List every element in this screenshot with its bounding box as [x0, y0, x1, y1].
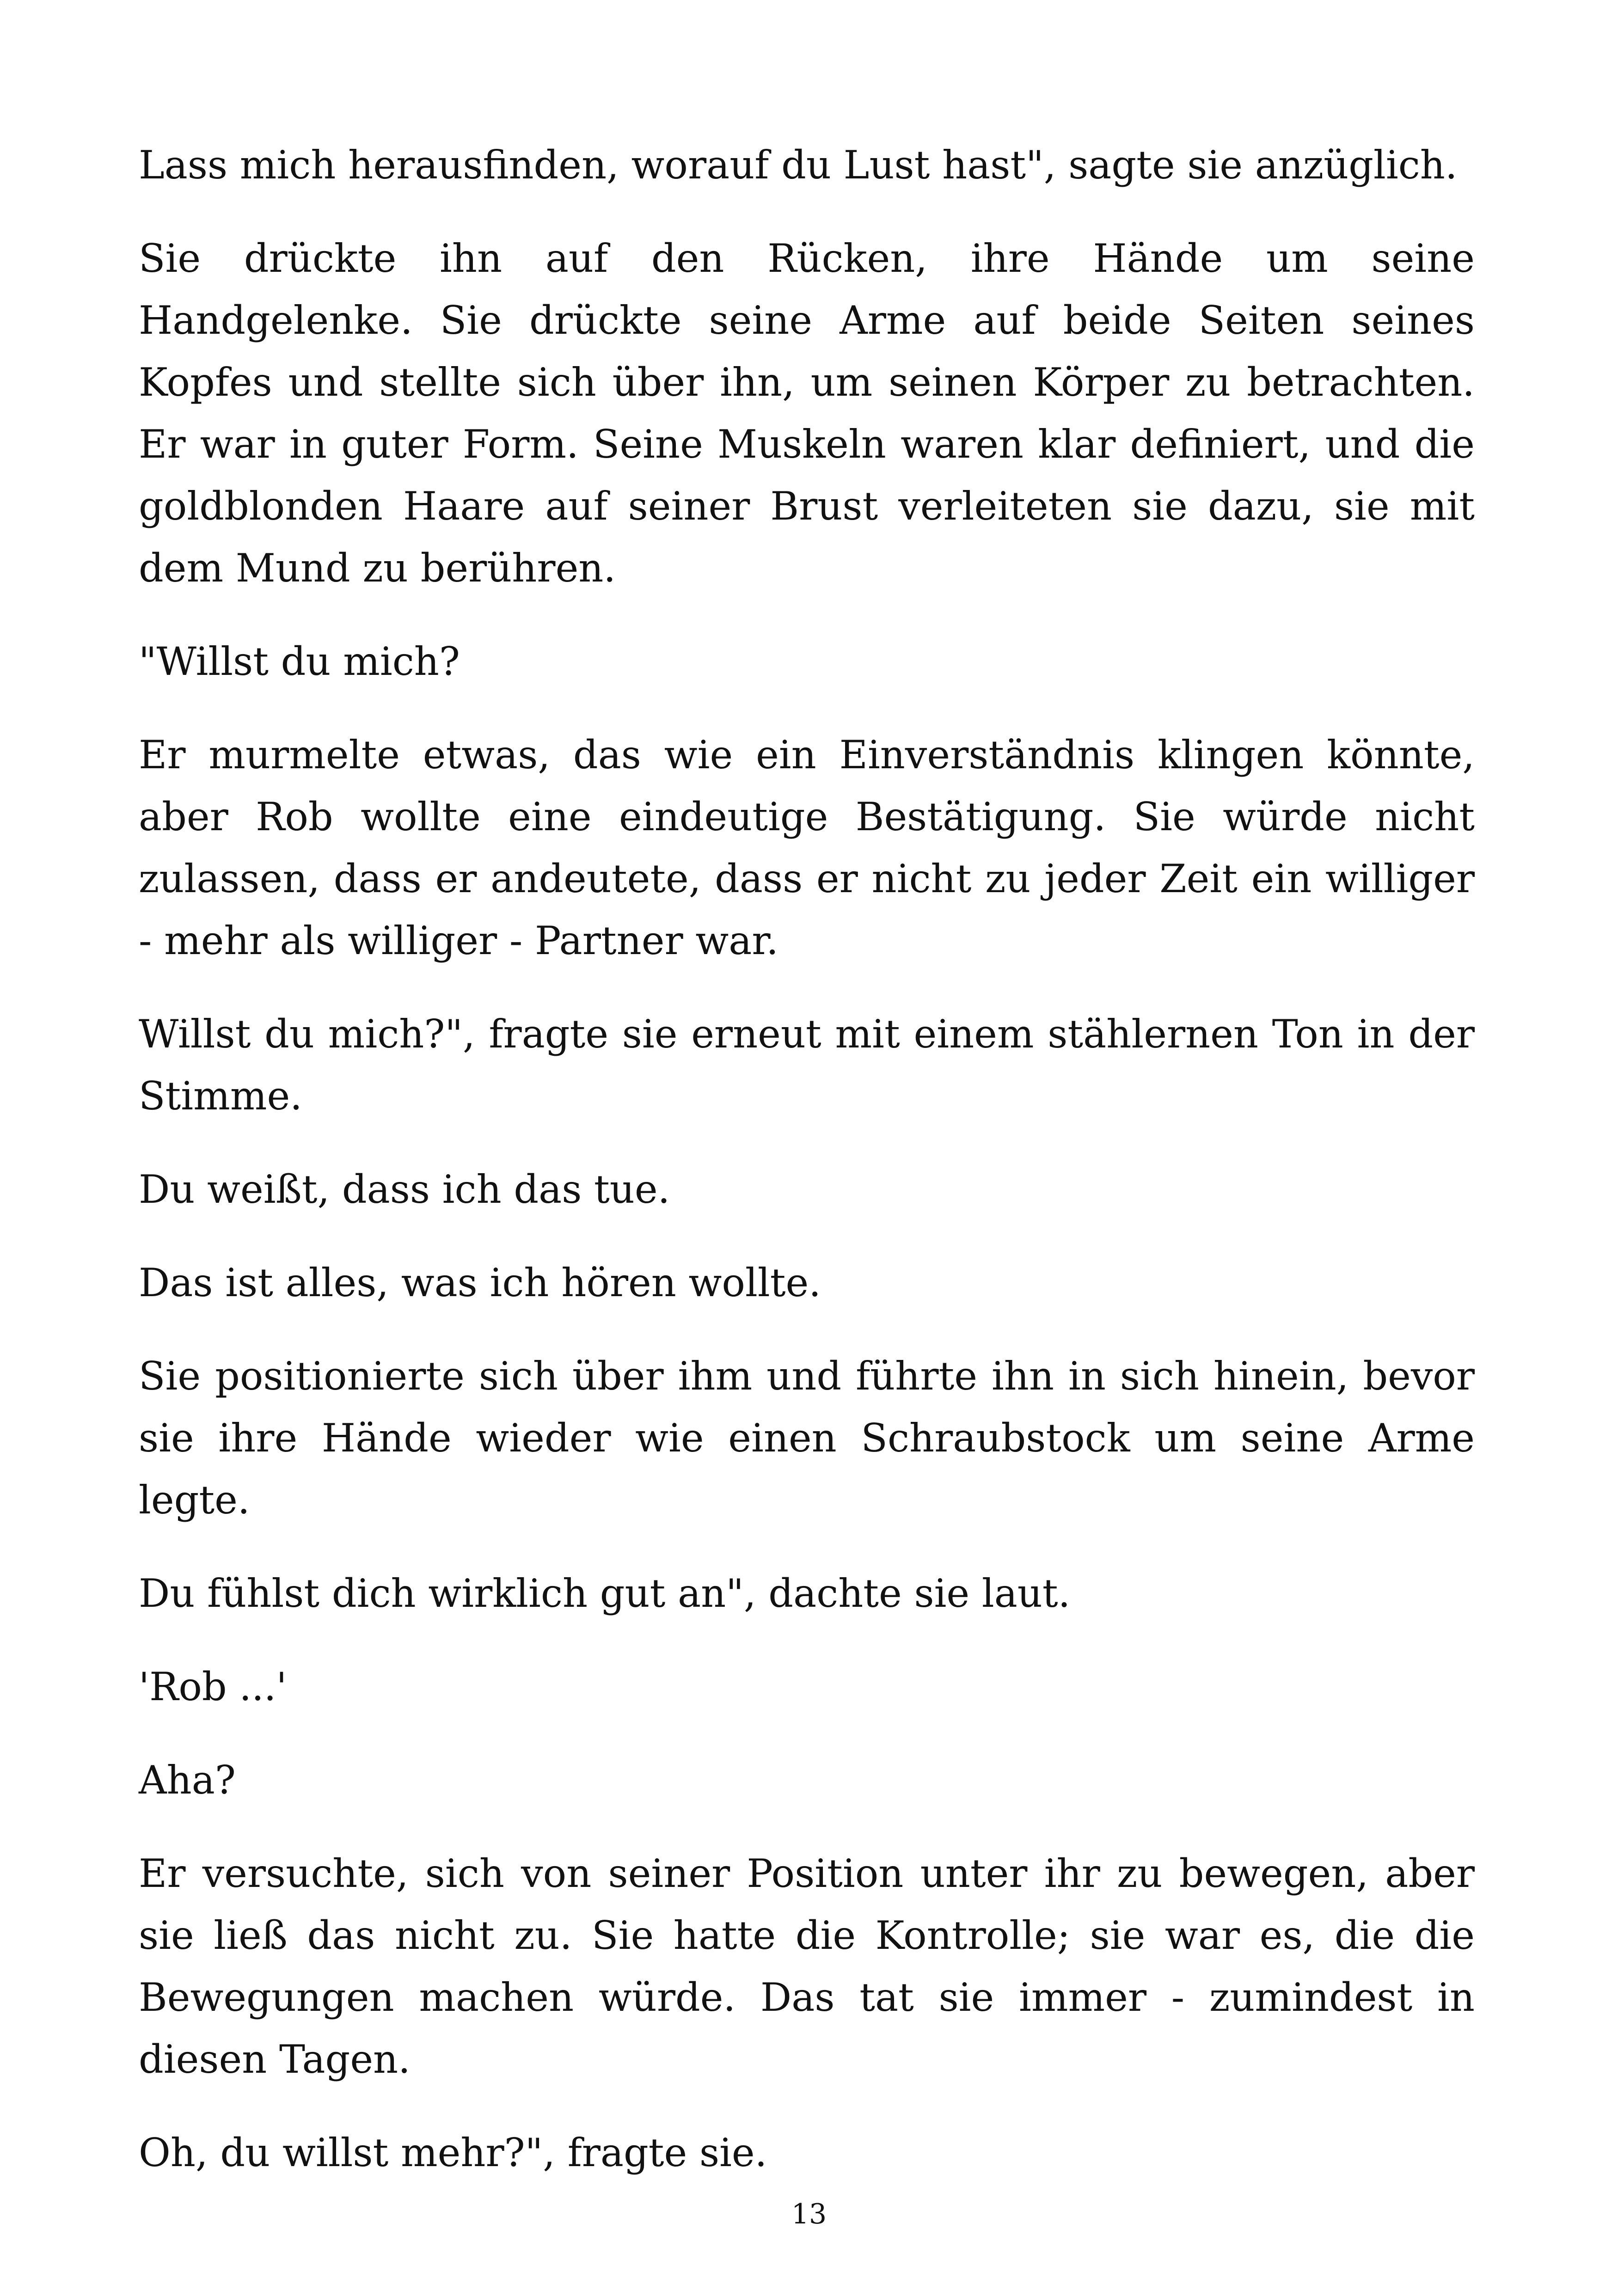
paragraph: Lass mich herausfinden, worauf du Lust hast", sagte sie anzüglich. — [139, 142, 1458, 188]
paragraph: 'Rob ...' — [139, 1664, 287, 1709]
page-number: 13 — [791, 2198, 827, 2230]
paragraph: Sie drückte ihn auf den Rücken, ihre Hände um seine Handgelenke. Sie drückte seine Arme auf beide Seiten seines Kopfes und stellte sich über ihn, um seinen Körper zu betrachten. Er war in guter Form. Seine Muskeln waren klar definiert, und die goldblonden Haare auf seiner Brust verleiteten sie dazu, sie mit dem Mund zu berühren. — [139, 236, 1475, 591]
paragraph: "Willst du mich? — [139, 639, 460, 684]
paragraph: Oh, du willst mehr?", fragte sie. — [139, 2130, 767, 2175]
paragraph: Er versuchte, sich von seiner Position unter ihr zu bewegen, aber sie ließ das nicht zu. Sie hatte die Kontrolle; sie war es, die die Bewegungen machen würde. Das tat sie immer - zumindest in diesen Tagen. — [139, 1851, 1475, 2082]
body-text — [139, 134, 1475, 2215]
paragraph: Du fühlst dich wirklich gut an", dachte sie laut. — [139, 1571, 1071, 1616]
paragraph: Aha? — [139, 1757, 236, 1803]
paragraph: Das ist alles, was ich hören wollte. — [139, 1260, 821, 1305]
paragraph: Du weißt, dass ich das tue. — [139, 1167, 670, 1212]
paragraph: Willst du mich?", fragte sie erneut mit einem stählernen Ton in der Stimme. — [139, 1011, 1475, 1119]
paragraph: Er murmelte etwas, das wie ein Einverständnis klingen könnte, aber Rob wollte eine eindeutige Bestätigung. Sie würde nicht zulassen, dass er andeutete, dass er nicht zu jeder Zeit ein williger - mehr als williger - Partner war. — [139, 732, 1475, 963]
paragraph: Sie positionierte sich über ihm und führte ihn in sich hinein, bevor sie ihre Hände wieder wie einen Schraubstock um seine Arme legte. — [139, 1353, 1475, 1523]
